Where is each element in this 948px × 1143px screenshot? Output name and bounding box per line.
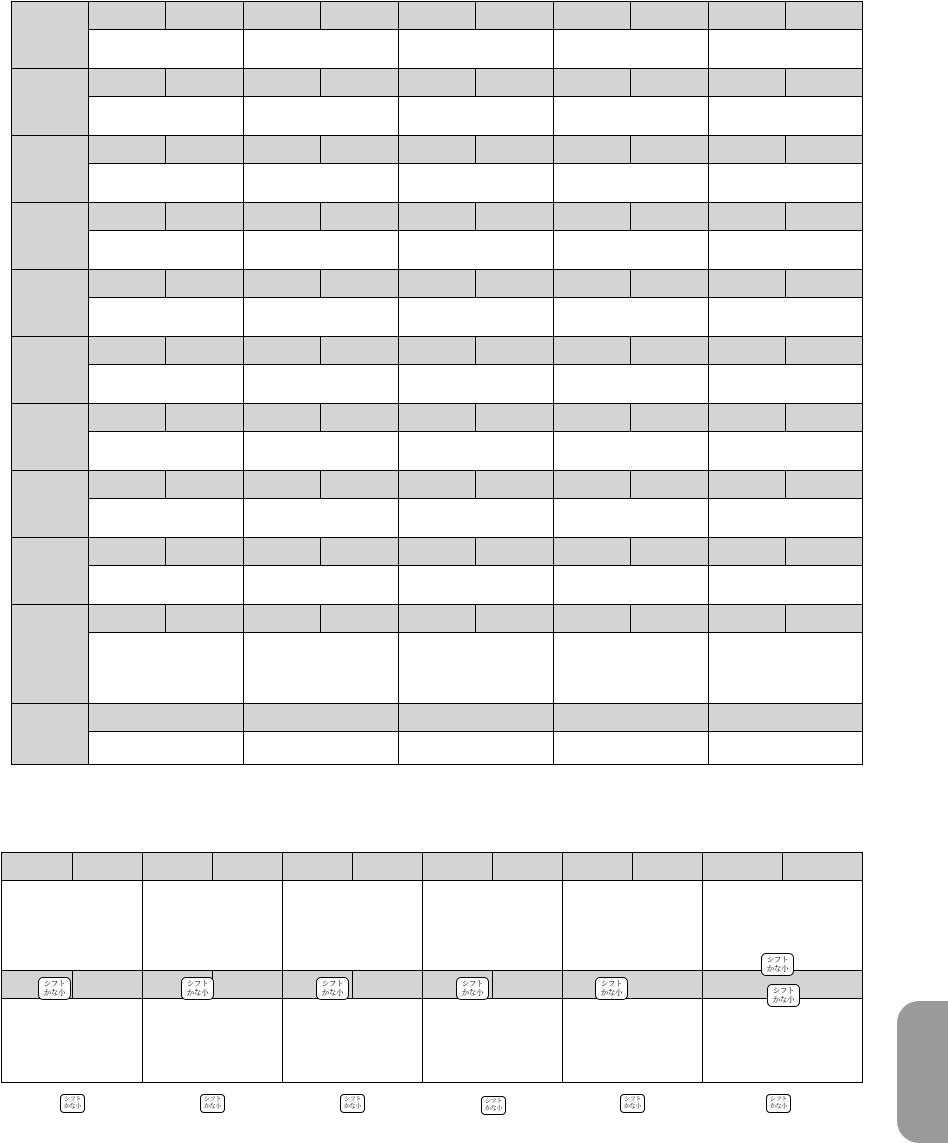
header-cell (321, 404, 399, 432)
content-cell (709, 432, 863, 471)
header-cell (554, 538, 631, 566)
header-cell (89, 704, 244, 732)
header-cell (786, 605, 863, 633)
header-cell (399, 337, 476, 365)
header-cell (73, 971, 143, 999)
header-cell (476, 136, 554, 164)
content-cell (244, 633, 399, 704)
content-cell (554, 499, 709, 538)
content-cell (709, 231, 863, 270)
header-cell (476, 538, 554, 566)
header-cell (321, 605, 399, 633)
shift-kana-small-key-icon: シフト かな小 (200, 1094, 225, 1113)
header-cell (321, 471, 399, 499)
header-cell (554, 471, 631, 499)
header-cell (89, 69, 166, 97)
content-cell (399, 30, 554, 69)
content-cell (89, 30, 244, 69)
header-cell (783, 853, 863, 881)
row-header-cell (12, 605, 89, 704)
content-cell (709, 298, 863, 337)
key-cell (423, 881, 563, 997)
content-cell (89, 732, 244, 765)
header-cell (166, 538, 244, 566)
header-cell (554, 270, 631, 298)
header-cell (476, 471, 554, 499)
row-header-cell (12, 2, 89, 69)
header-cell (166, 404, 244, 432)
shift-kana-small-key-icon: シフト かな小 (340, 1094, 365, 1113)
header-cell (563, 853, 633, 881)
header-cell (399, 69, 476, 97)
content-cell (89, 97, 244, 136)
row-header-cell (12, 404, 89, 471)
header-cell (703, 853, 783, 881)
content-cell (244, 231, 399, 270)
header-cell (399, 136, 476, 164)
header-cell (213, 853, 283, 881)
content-cell (554, 432, 709, 471)
shift-kana-small-key-icon: シフト かな小 (60, 1094, 85, 1113)
shift-kana-small-key-icon: シフト かな小 (481, 1096, 506, 1115)
key-cell (563, 999, 703, 1110)
header-cell (631, 538, 709, 566)
content-cell (399, 298, 554, 337)
row-header-cell (12, 203, 89, 270)
row-header-cell (12, 136, 89, 203)
header-cell (321, 337, 399, 365)
header-cell (2, 853, 73, 881)
header-cell (166, 337, 244, 365)
header-cell (399, 471, 476, 499)
row-header-cell (12, 704, 89, 765)
content-cell (709, 566, 863, 605)
header-cell (244, 538, 321, 566)
header-cell (166, 136, 244, 164)
header-cell (709, 471, 786, 499)
header-cell (244, 136, 321, 164)
header-cell (244, 605, 321, 633)
header-cell (213, 971, 283, 999)
header-cell (166, 605, 244, 633)
header-cell (786, 203, 863, 231)
content-cell (89, 566, 244, 605)
header-cell (554, 136, 631, 164)
header-cell (554, 404, 631, 432)
header-cell (709, 538, 786, 566)
key-cell (2, 999, 143, 1110)
header-cell (244, 270, 321, 298)
header-cell (89, 605, 166, 633)
header-cell (631, 471, 709, 499)
header-cell (554, 337, 631, 365)
header-cell (244, 2, 321, 30)
header-cell (786, 404, 863, 432)
header-cell (89, 203, 166, 231)
content-cell (244, 566, 399, 605)
header-cell (89, 337, 166, 365)
character-table-top (11, 1, 863, 765)
content-cell (244, 499, 399, 538)
header-cell (631, 136, 709, 164)
header-cell (244, 704, 399, 732)
content-cell (554, 566, 709, 605)
row-header-cell (12, 538, 89, 605)
header-cell (476, 270, 554, 298)
header-cell (476, 404, 554, 432)
header-cell (283, 853, 353, 881)
header-cell (321, 136, 399, 164)
header-cell (476, 337, 554, 365)
shift-kana-small-key-icon: シフト かな小 (767, 984, 800, 1007)
header-cell (399, 270, 476, 298)
header-cell (399, 704, 554, 732)
content-cell (554, 97, 709, 136)
content-cell (399, 365, 554, 404)
header-cell (166, 270, 244, 298)
header-cell (399, 538, 476, 566)
header-cell (399, 404, 476, 432)
header-cell (631, 270, 709, 298)
row-header-cell (12, 69, 89, 136)
content-cell (554, 298, 709, 337)
content-cell (399, 164, 554, 203)
key-cell (563, 881, 703, 997)
header-cell (244, 203, 321, 231)
content-cell (554, 365, 709, 404)
header-cell (709, 605, 786, 633)
content-cell (554, 633, 709, 704)
header-cell (476, 605, 554, 633)
side-tab (897, 1001, 948, 1143)
key-cell (143, 881, 283, 997)
content-cell (554, 231, 709, 270)
content-cell (244, 732, 399, 765)
content-cell (89, 633, 244, 704)
header-cell (554, 203, 631, 231)
content-cell (709, 365, 863, 404)
header-cell (554, 69, 631, 97)
header-cell (631, 203, 709, 231)
header-cell (399, 203, 476, 231)
header-cell (353, 853, 423, 881)
row-header-cell (12, 337, 89, 404)
header-cell (631, 69, 709, 97)
header-cell (423, 853, 493, 881)
key-cell (703, 881, 863, 1004)
shift-kana-small-key-icon: シフト かな小 (181, 977, 214, 1000)
content-cell (244, 365, 399, 404)
header-cell (554, 605, 631, 633)
header-cell (166, 2, 244, 30)
content-cell (244, 298, 399, 337)
header-cell (631, 404, 709, 432)
header-cell (709, 404, 786, 432)
header-cell (709, 2, 786, 30)
header-cell (143, 853, 213, 881)
header-cell (166, 471, 244, 499)
header-cell (321, 69, 399, 97)
header-cell (321, 538, 399, 566)
header-cell (563, 971, 703, 999)
header-cell (709, 69, 786, 97)
header-cell (709, 270, 786, 298)
content-cell (89, 432, 244, 471)
header-cell (631, 2, 709, 30)
content-cell (399, 97, 554, 136)
header-cell (89, 136, 166, 164)
shift-kana-small-key-icon: シフト かな小 (316, 977, 349, 1000)
header-cell (786, 270, 863, 298)
content-cell (709, 164, 863, 203)
header-cell (786, 2, 863, 30)
content-cell (399, 633, 554, 704)
content-cell (89, 164, 244, 203)
content-cell (399, 499, 554, 538)
shift-kana-small-key-icon: シフト かな小 (38, 977, 71, 1000)
header-cell (786, 538, 863, 566)
shift-kana-small-key-icon: シフト かな小 (620, 1094, 645, 1113)
header-cell (786, 337, 863, 365)
row-header-cell (12, 270, 89, 337)
header-cell (244, 404, 321, 432)
content-cell (709, 30, 863, 69)
content-cell (244, 432, 399, 471)
content-cell (244, 164, 399, 203)
shift-kana-small-key-icon: シフト かな小 (456, 977, 489, 1000)
header-cell (89, 404, 166, 432)
shift-kana-small-key-icon: シフト かな小 (761, 953, 794, 976)
header-cell (786, 69, 863, 97)
content-cell (89, 499, 244, 538)
header-cell (321, 270, 399, 298)
header-cell (244, 337, 321, 365)
header-cell (709, 203, 786, 231)
content-cell (399, 231, 554, 270)
content-cell (554, 164, 709, 203)
header-cell (631, 337, 709, 365)
content-cell (709, 97, 863, 136)
content-cell (399, 566, 554, 605)
header-cell (166, 203, 244, 231)
header-cell (709, 337, 786, 365)
content-cell (399, 732, 554, 765)
key-cell (283, 999, 423, 1110)
header-cell (321, 2, 399, 30)
content-cell (554, 732, 709, 765)
header-cell (353, 971, 423, 999)
key-cell (423, 999, 563, 1112)
header-cell (786, 136, 863, 164)
header-cell (476, 69, 554, 97)
header-cell (89, 471, 166, 499)
content-cell (244, 30, 399, 69)
header-cell (709, 704, 863, 732)
content-cell (554, 30, 709, 69)
content-cell (89, 231, 244, 270)
header-cell (493, 971, 563, 999)
character-table-bottom (1, 852, 863, 1112)
header-cell (244, 471, 321, 499)
header-cell (399, 2, 476, 30)
header-cell (786, 471, 863, 499)
header-cell (89, 270, 166, 298)
content-cell (89, 365, 244, 404)
header-cell (476, 203, 554, 231)
header-cell (166, 69, 244, 97)
key-cell (703, 999, 863, 1110)
content-cell (709, 499, 863, 538)
row-header-cell (12, 471, 89, 538)
header-cell (493, 853, 563, 881)
header-cell (89, 2, 166, 30)
header-cell (321, 203, 399, 231)
key-cell (283, 881, 423, 997)
header-cell (399, 605, 476, 633)
header-cell (244, 69, 321, 97)
header-cell (89, 538, 166, 566)
content-cell (709, 732, 863, 765)
content-cell (244, 97, 399, 136)
header-cell (633, 853, 703, 881)
header-cell (631, 605, 709, 633)
content-cell (89, 298, 244, 337)
shift-kana-small-key-icon: シフト かな小 (766, 1094, 791, 1113)
header-cell (554, 704, 709, 732)
shift-kana-small-key-icon: シフト かな小 (595, 977, 628, 1000)
header-cell (554, 2, 631, 30)
header-cell (476, 2, 554, 30)
content-cell (709, 633, 863, 704)
header-cell (73, 853, 143, 881)
key-cell (2, 881, 143, 997)
key-cell (143, 999, 283, 1110)
header-cell (709, 136, 786, 164)
content-cell (399, 432, 554, 471)
